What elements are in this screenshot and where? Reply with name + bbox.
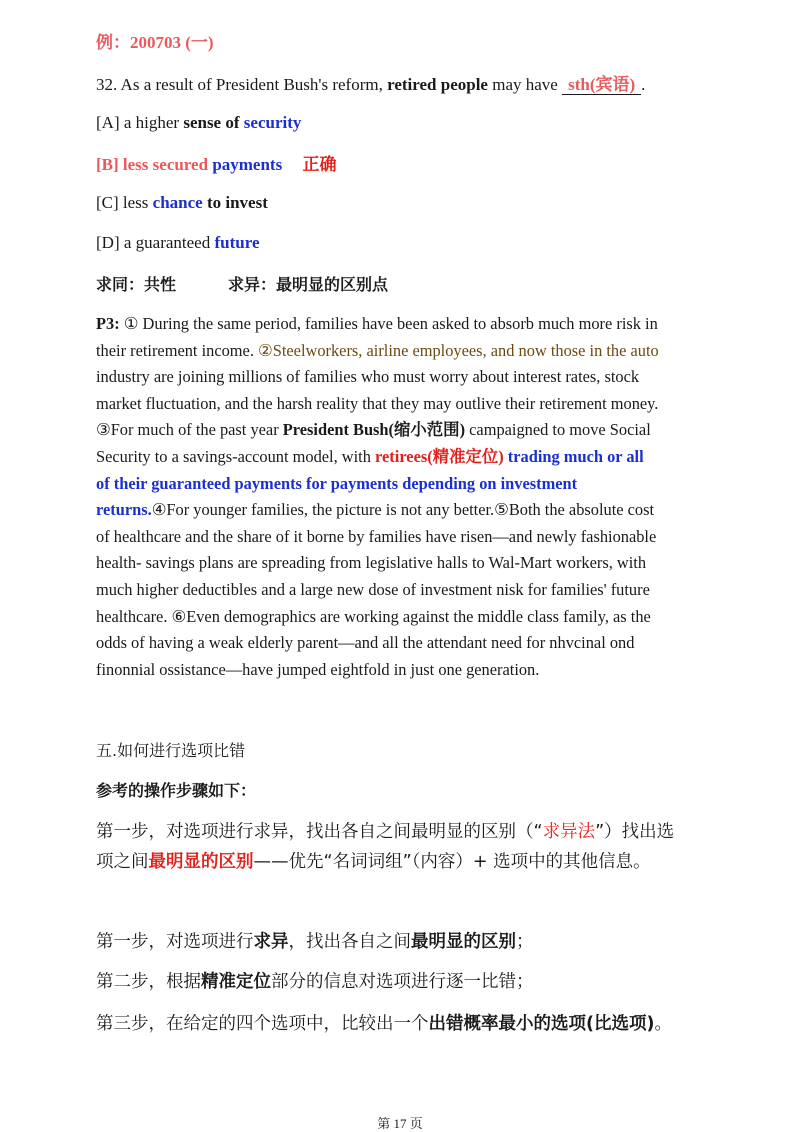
passage-line: odds of having a weak elderly parent—and all the attendant need for nhvcinal ond xyxy=(96,633,635,653)
step-1 xyxy=(96,928,534,953)
rule-line xyxy=(96,272,388,295)
method-text: 第一步，对选项进行求异，找出各自之间最明显的区别（“ xyxy=(96,822,543,842)
option-c-bold: to invest xyxy=(202,193,268,212)
option-d-text: [D] a guaranteed xyxy=(96,233,215,252)
correct-mark: 正确 xyxy=(302,155,337,175)
key-sentence: trading much or all xyxy=(503,446,644,466)
step-bold: 精准定位 xyxy=(201,972,271,992)
passage-line: finonnial ossistance—have jumped eightfold in just one generation. xyxy=(96,659,540,679)
passage-line: their retirement income. xyxy=(96,340,259,360)
president-bush-highlight: President Bush(缩小范围) xyxy=(282,420,466,440)
section-title: 五.如何进行选项比错 xyxy=(96,741,246,760)
method-highlight: 最明显的区别 xyxy=(148,852,254,872)
method-line-2 xyxy=(96,848,651,873)
p3-label: P3: xyxy=(96,314,124,333)
step-3 xyxy=(96,1010,672,1035)
step-bold: 最明显的区别 xyxy=(411,932,516,952)
passage-line: market fluctuation, and the harsh reality that they may outlive their retirement money. xyxy=(96,393,659,413)
step-text: 。 xyxy=(654,1014,672,1034)
step-text: 第三步，在给定的四个选项中，比较出一个 xyxy=(96,1014,429,1034)
option-b-key: payments xyxy=(212,155,283,174)
passage-line: ③For much of the past year xyxy=(96,420,283,440)
passage-line: ⑤Both the absolute cost xyxy=(494,500,655,520)
option-b-text: [B] less secured xyxy=(96,155,213,174)
question-blank: sth(宾语) xyxy=(568,75,636,94)
step-text: 部分的信息对选项进行逐一比错； xyxy=(271,972,534,992)
step-2 xyxy=(96,968,534,993)
passage-line: ⑥Even demographics are working against the middle class family, as the xyxy=(171,606,651,626)
passage-line: campaigned to move Social xyxy=(465,420,651,440)
method-text: ——优先“名词词组”（内容）+ 选项中的其他信息。 xyxy=(253,852,651,872)
step-text: ，找出各自之间 xyxy=(288,932,411,952)
passage-line: much higher deductibles and a large new dose of investment nisk for families' future xyxy=(96,579,650,599)
section-subtitle: 参考的操作步骤如下： xyxy=(96,781,257,800)
method-highlight: 求异法 xyxy=(542,822,596,842)
option-d xyxy=(96,233,259,253)
passage-line: of healthcare and the share of it borne by families have risen—and newly fashionable xyxy=(96,526,657,546)
option-d-key: future xyxy=(214,233,260,252)
question-bold: retired people xyxy=(387,75,488,94)
step-text: 第二步，根据 xyxy=(96,972,201,992)
question-suffix: . xyxy=(641,75,646,94)
method-text: 项之间 xyxy=(96,852,149,872)
key-sentence: returns. xyxy=(96,500,152,520)
passage-p3 xyxy=(96,311,736,683)
option-c-key: chance xyxy=(152,193,203,212)
step-text: 第一步，对选项进行 xyxy=(96,932,254,952)
option-a xyxy=(96,113,301,133)
option-b xyxy=(96,150,336,175)
option-a-key: security xyxy=(243,113,302,132)
option-c-text: [C] less xyxy=(96,193,153,212)
option-c xyxy=(96,193,268,213)
question-prefix: 32. As a result of President Bush's reform, xyxy=(96,75,388,94)
page-number: 第 17 页 xyxy=(377,1116,423,1131)
method-text: ”）找出选 xyxy=(595,822,675,842)
method-line-1 xyxy=(96,818,674,843)
passage-line: ②Steelworkers, airline employees, and now those in the auto xyxy=(258,340,659,360)
passage-line: industry are joining millions of families who must worry about interest rates, stock xyxy=(96,367,640,387)
step-text: ； xyxy=(516,932,534,952)
question-32 xyxy=(96,70,645,95)
rule-diff: 求异：最明显的区别点 xyxy=(228,275,389,294)
passage-line: healthcare. xyxy=(96,606,172,626)
step-bold: 出错概率最小的选项(比选项) xyxy=(428,1014,655,1034)
example-label: 例：200703 (一) xyxy=(96,33,214,52)
passage-line: ① During the same period, families have been asked to absorb much more risk in xyxy=(123,314,658,333)
retirees-highlight: retirees(精准定位) xyxy=(375,446,504,466)
step-bold: 求异 xyxy=(253,932,289,952)
option-a-text: [A] a higher xyxy=(96,113,184,132)
rule-same: 求同：共性 xyxy=(96,275,177,294)
passage-line: ④For younger families, the picture is not any better. xyxy=(151,500,495,520)
passage-line: Security to a savings-account model, with xyxy=(96,446,376,466)
option-a-bold: sense of xyxy=(183,113,244,132)
key-sentence: of their guaranteed payments for payments depending on investment xyxy=(96,473,578,493)
passage-line: health- savings plans are spreading from legislative halls to Wal-Mart workers, with xyxy=(96,553,647,573)
question-mid: may have xyxy=(487,75,563,94)
